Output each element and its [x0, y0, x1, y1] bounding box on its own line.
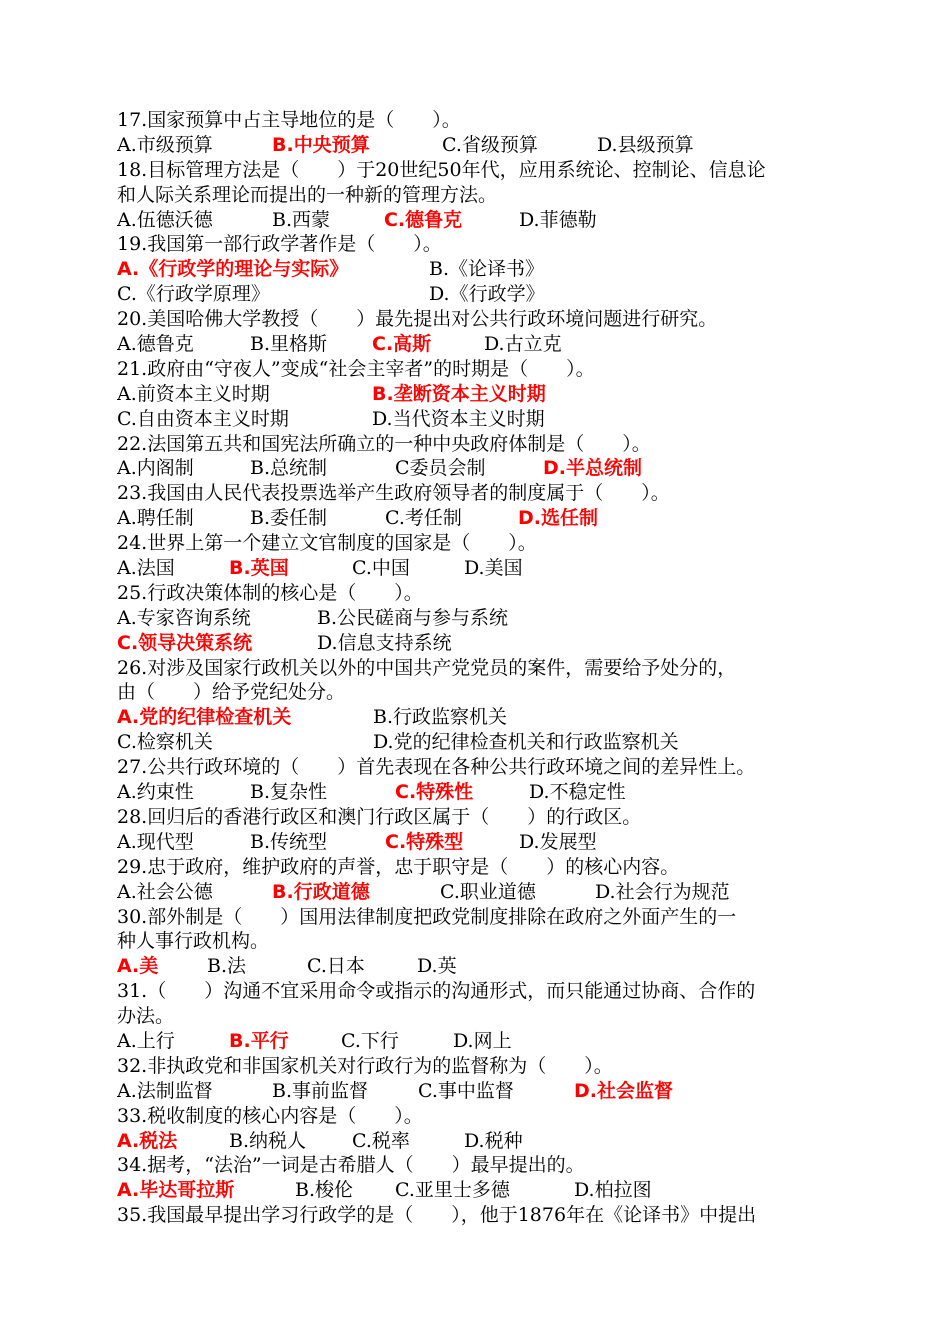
option: A.德鲁克 [117, 333, 194, 356]
option: A.伍德沃德 [117, 208, 213, 231]
option: D.菲德勒 [519, 208, 597, 231]
question-text: 28.回归后的香港行政区和澳门行政区属于（ ）的行政区。 [117, 805, 642, 828]
option: D.当代资本主义时期 [372, 407, 545, 430]
question-text: 20.美国哈佛大学教授（ ）最先提出对公共行政环境问题进行研究。 [117, 308, 718, 331]
correct-option: A.税法 [117, 1129, 178, 1152]
option: D.县级预算 [597, 133, 694, 156]
correct-option: C.特殊性 [395, 781, 474, 804]
option: C委员会制 [395, 457, 486, 480]
correct-option: A.美 [117, 955, 159, 978]
question-text: 22.法国第五共和国宪法所确立的一种中央政府体制是（ ）。 [117, 432, 651, 455]
question-text: 23.我国由人民代表投票选举产生政府领导者的制度属于（ ）。 [117, 482, 670, 505]
question-text: 31.（ ）沟通不宜采用命令或指示的沟通形式，而只能通过协商、合作的 [117, 980, 756, 1003]
option: A.聘任制 [117, 507, 194, 530]
option: B.法 [207, 955, 247, 978]
question-text: 27.公共行政环境的（ ）首先表现在各种公共行政环境之间的差异性上。 [117, 756, 756, 779]
question-text: 34.据考，“法治”一词是古希腊人（ ）最早提出的。 [117, 1154, 585, 1177]
option: A.现代型 [117, 830, 194, 853]
option: C.亚里士多德 [395, 1179, 510, 1202]
exam-question-list [117, 108, 837, 1228]
correct-option: B.中央预算 [272, 133, 370, 156]
correct-option: D.社会监督 [574, 1079, 673, 1102]
option: B.里格斯 [250, 333, 328, 356]
question-text: 种人事行政机构。 [117, 930, 270, 953]
option: C.考任制 [385, 507, 462, 530]
option: C.《行政学原理》 [117, 283, 270, 306]
correct-option: A.《行政学的理论与实际》 [117, 258, 349, 281]
question-text: 29.忠于政府，维护政府的声誉，忠于职守是（ ）的核心内容。 [117, 855, 680, 878]
option: B.委任制 [250, 507, 328, 530]
correct-option: C.高斯 [372, 333, 432, 356]
answer-options [117, 332, 837, 357]
correct-option: D.选任制 [518, 507, 598, 530]
option: B.《论译书》 [429, 258, 545, 281]
option: D.古立克 [484, 333, 562, 356]
answer-options [117, 208, 837, 233]
option: B.传统型 [250, 830, 328, 853]
option: C.检察机关 [117, 731, 213, 754]
answer-options [117, 1129, 837, 1154]
answer-options [117, 1178, 837, 1203]
answer-options [117, 257, 837, 282]
question-text: 21.政府由“守夜人”变成“社会主宰者”的时期是（ ）。 [117, 357, 595, 380]
option: D.柏拉图 [574, 1179, 652, 1202]
option: A.约束性 [117, 781, 194, 804]
question-text: 办法。 [117, 1005, 175, 1028]
option: B.梭伦 [295, 1179, 354, 1202]
answer-options [117, 133, 837, 158]
answer-options [117, 1029, 837, 1054]
question-text: 26.对涉及国家行政机关以外的中国共产党党员的案件，需要给予处分的， [117, 656, 737, 679]
option: D.英 [417, 955, 457, 978]
option: C.中国 [352, 557, 410, 580]
answer-options [117, 830, 837, 855]
option: C.自由资本主义时期 [117, 407, 289, 430]
option: A.前资本主义时期 [117, 382, 270, 405]
answer-options [117, 407, 837, 432]
option: C.事中监督 [418, 1079, 514, 1102]
correct-option: A.毕达哥拉斯 [117, 1179, 235, 1202]
option: A.专家咨询系统 [117, 606, 251, 629]
option: A.社会公德 [117, 880, 213, 903]
question-text: 19.我国第一部行政学著作是（ ）。 [117, 233, 442, 256]
option: D.发展型 [519, 830, 597, 853]
option: D.网上 [453, 1029, 512, 1052]
correct-option: B.垄断资本主义时期 [372, 382, 546, 405]
question-text: 和人际关系理论而提出的一种新的管理方法。 [117, 183, 498, 206]
correct-option: C.特殊型 [385, 830, 464, 853]
option: A.内阁制 [117, 457, 194, 480]
option: B.行政监察机关 [373, 706, 508, 729]
option: B.事前监督 [272, 1079, 369, 1102]
correct-option: C.领导决策系统 [117, 631, 253, 654]
option: D.美国 [464, 557, 523, 580]
option: B.公民磋商与参与系统 [317, 606, 509, 629]
option: D.社会行为规范 [595, 880, 730, 903]
correct-option: B.平行 [229, 1029, 289, 1052]
answer-options [117, 382, 837, 407]
answer-options [117, 282, 837, 307]
question-text: 33.税收制度的核心内容是（ ）。 [117, 1104, 423, 1127]
option: B.纳税人 [229, 1129, 307, 1152]
option: C.下行 [341, 1029, 399, 1052]
option: B.复杂性 [250, 781, 328, 804]
answer-options [117, 556, 837, 581]
option: A.法制监督 [117, 1079, 213, 1102]
correct-option: B.行政道德 [272, 880, 370, 903]
correct-option: D.半总统制 [543, 457, 642, 480]
question-text: 30.部外制是（ ）国用法律制度把政党制度排除在政府之外面产生的一 [117, 905, 737, 928]
option: C.税率 [352, 1129, 410, 1152]
answer-options [117, 631, 837, 656]
answer-options [117, 880, 837, 905]
correct-option: B.英国 [229, 557, 289, 580]
answer-options [117, 606, 837, 631]
answer-options [117, 1079, 837, 1104]
option: D.不稳定性 [529, 781, 626, 804]
answer-options [117, 705, 837, 730]
option: A.上行 [117, 1029, 175, 1052]
question-text: 24.世界上第一个建立文官制度的国家是（ ）。 [117, 532, 537, 555]
option: B.总统制 [250, 457, 328, 480]
question-text: 18.目标管理方法是（ ）于20世纪50年代，应用系统论、控制论、信息论 [117, 158, 766, 181]
question-text: 25.行政决策体制的核心是（ ）。 [117, 581, 423, 604]
question-text: 32.非执政党和非国家机关对行政行为的监督称为（ ）。 [117, 1054, 613, 1077]
answer-options [117, 954, 837, 979]
answer-options [117, 730, 837, 755]
correct-option: A.党的纪律检查机关 [117, 706, 292, 729]
option: C.省级预算 [442, 133, 538, 156]
option: C.日本 [307, 955, 365, 978]
answer-options [117, 506, 837, 531]
option: D.税种 [464, 1129, 523, 1152]
question-text: 17.国家预算中占主导地位的是（ ）。 [117, 109, 461, 131]
option: D.党的纪律检查机关和行政监察机关 [373, 731, 679, 754]
answer-options [117, 780, 837, 805]
question-text: 35.我国最早提出学习行政学的是（ ），他于1876年在《论译书》中提出 [117, 1204, 757, 1227]
option: B.西蒙 [272, 208, 331, 231]
answer-options [117, 456, 837, 481]
correct-option: C.德鲁克 [384, 208, 463, 231]
option: D.《行政学》 [429, 283, 545, 306]
option: D.信息支持系统 [317, 631, 452, 654]
option: A.市级预算 [117, 133, 213, 156]
option: A.法国 [117, 557, 175, 580]
question-text: 由（ ）给予党纪处分。 [117, 681, 346, 704]
option: C.职业道德 [440, 880, 536, 903]
